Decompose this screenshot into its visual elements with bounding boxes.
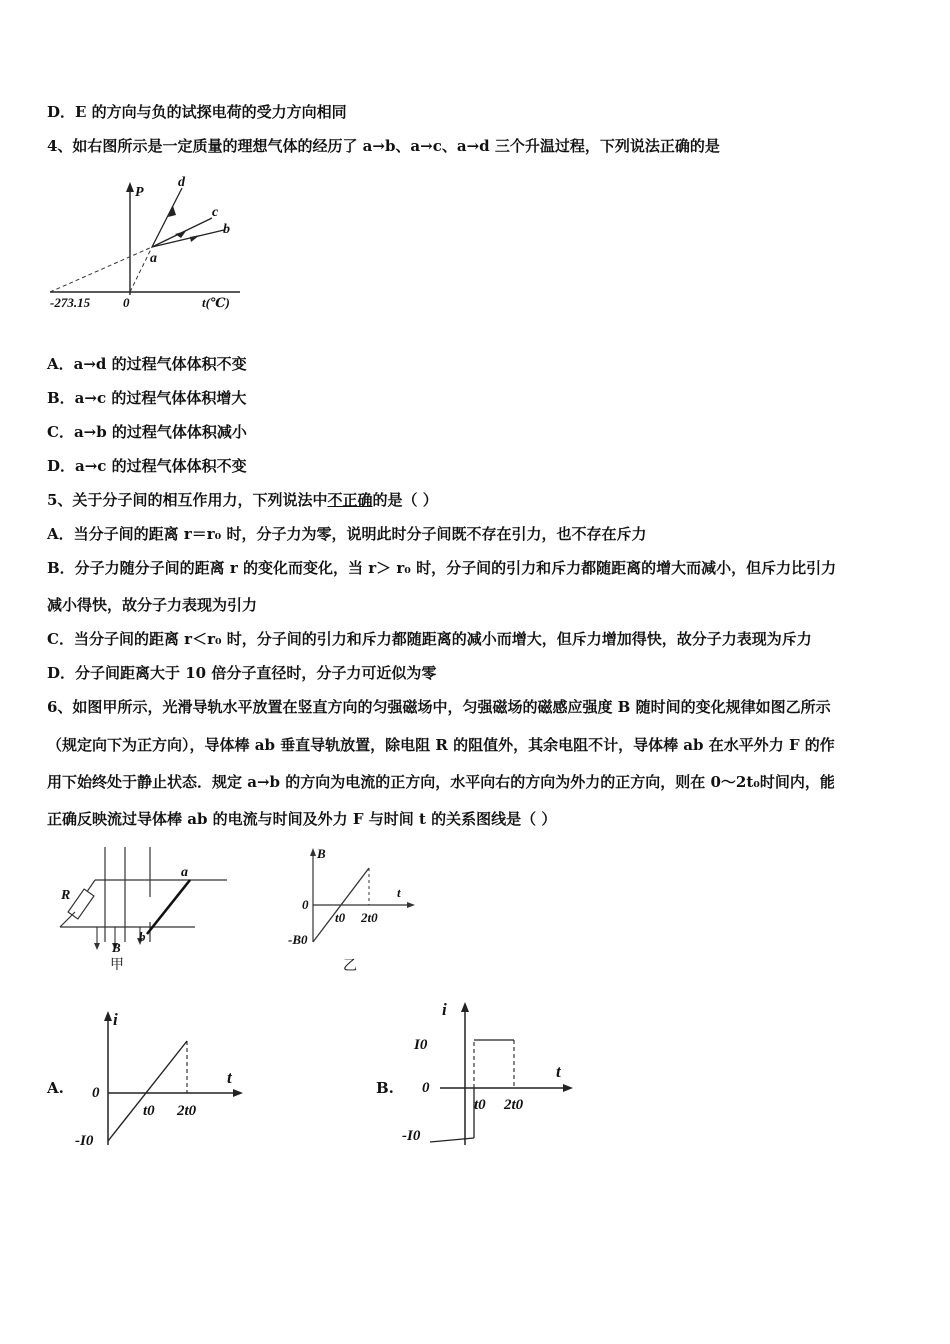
b-arrow-head: [94, 943, 100, 950]
q4-pt-diagram: [40, 170, 250, 320]
q4-option-d: D．a→c 的过程气体体积不变: [47, 457, 247, 475]
d-label: d: [178, 175, 185, 190]
q6-stem-line1: 6、如图甲所示，光滑导轨水平放置在竖直方向的匀强磁场中，匀强磁场的磁感应强度 B 随时间的变化规律如图乙所示: [47, 698, 831, 716]
q5-stem-pre: 5、关于分子间的相互作用力，下列说法中: [47, 491, 328, 509]
dashed-line-ad: [130, 247, 152, 292]
q6-stem-line4: 正确反映流过导体棒 ab 的电流与时间及外力 F 与时间 t 的关系图线是（ ）: [47, 810, 557, 828]
q6-stem-line2: （规定向下为正方向），导体棒 ab 垂直导轨放置，除电阻 R 的阻值外，其余电阻不计，导体棒 ab 在水平外力 F 的作: [47, 736, 835, 754]
neg-b0-label: -B0: [288, 932, 308, 947]
r-label: R: [61, 888, 71, 903]
c-label: c: [212, 205, 219, 220]
i-label: i: [442, 1000, 447, 1019]
fig-yi-caption: 乙: [343, 959, 357, 974]
t-label: t(℃): [202, 295, 230, 310]
i-label: i: [113, 1010, 118, 1029]
fig-yi-b-graph: [285, 842, 420, 977]
q5-option-c: C．当分子间的距离 r＜r₀ 时，分子间的引力和斥力都随距离的减小而增大，但斥力增加得快，故分子力表现为斥力: [47, 630, 812, 648]
q6-choice-b-letter: B.: [376, 1079, 394, 1097]
neg-i0-label: -I0: [75, 1133, 94, 1149]
p-axis-arrow: [126, 182, 134, 192]
line-ad: [152, 188, 182, 247]
t-axis-arrow: [407, 902, 415, 908]
t-axis-arrow: [563, 1084, 573, 1092]
prev-option-d: D．E 的方向与负的试探电荷的受力方向相同: [47, 103, 347, 121]
t-axis-arrow: [233, 1089, 243, 1097]
q4-stem: 4、如右图所示是一定质量的理想气体的经历了 a→b、a→c、a→d 三个升温过程，下列说法正确的是: [47, 137, 720, 155]
b-end-label: b: [139, 929, 146, 944]
line-ab: [152, 230, 224, 247]
q5-stem: [47, 490, 438, 510]
p-label: P: [135, 185, 144, 200]
q5-option-a: A．当分子间的距离 r＝r₀ 时，分子力为零，说明此时分子间既不存在引力，也不存在斥力: [47, 525, 647, 543]
conductor-ab: [147, 880, 190, 934]
q5-option-b-line2: 减小得快，故分子力表现为引力: [47, 596, 258, 614]
current-neg-segment: [430, 1138, 474, 1142]
q4-option-b: B．a→c 的过程气体体积增大: [47, 389, 247, 407]
2t0-label: 2t0: [504, 1097, 524, 1113]
2t0-label: 2t0: [361, 910, 378, 925]
origin-label: 0: [123, 295, 130, 310]
neg-temp-label: -273.15: [50, 295, 91, 310]
a-label: a: [181, 865, 188, 880]
q5-stem-underline: 不正确: [327, 491, 373, 509]
q5-option-d: D．分子间距离大于 10 倍分子直径时，分子力可近似为零: [47, 664, 437, 682]
q5-stem-post: 的是（ ）: [372, 491, 438, 509]
q6-choice-a-graph: [75, 1005, 260, 1160]
q5-option-b-line1: B．分子力随分子间的距离 r 的变化而变化，当 r＞ r₀ 时，分子间的引力和斥力都随距离的增大而减小，但斥力比引力: [47, 559, 837, 577]
origin-label: 0: [92, 1085, 100, 1101]
arrow-ab: [190, 235, 200, 242]
2t0-label: 2t0: [177, 1103, 197, 1119]
q6-stem-line3: 用下始终处于静止状态．规定 a→b 的方向为电流的正方向，水平向右的方向为外力的正方向，则在 0～2t₀时间内，能: [47, 773, 835, 791]
t0-label: t0: [143, 1103, 155, 1119]
fig-jia-caption: 甲: [110, 958, 124, 973]
q4-option-a: A．a→d 的过程气体体积不变: [47, 355, 247, 373]
t0-label: t0: [335, 910, 346, 925]
origin-label: 0: [302, 897, 309, 912]
current-line: [108, 1041, 187, 1141]
b-label: B: [317, 846, 326, 861]
t0-label: t0: [474, 1097, 486, 1113]
b-label: b: [223, 222, 230, 237]
b-axis-arrow: [310, 848, 316, 856]
resistor-wire: [60, 912, 75, 927]
arrow-ac: [175, 231, 186, 238]
dashed-line-ab: [50, 247, 152, 292]
t-label: t: [556, 1062, 561, 1081]
neg-i0-label: -I0: [402, 1128, 421, 1144]
t-label: t: [227, 1068, 232, 1087]
i-axis-arrow: [461, 1002, 469, 1012]
a-label: a: [150, 251, 157, 266]
q6-choice-a-letter: A.: [47, 1079, 64, 1097]
i-axis-arrow: [104, 1011, 112, 1021]
q4-option-c: C．a→b 的过程气体体积减小: [47, 423, 247, 441]
t-label: t: [397, 885, 401, 900]
b-field-label: B: [112, 940, 121, 955]
q6-choice-b-graph: [400, 995, 580, 1155]
origin-label: 0: [422, 1080, 430, 1096]
i0-label: I0: [414, 1037, 428, 1053]
fig-jia-circuit: [55, 842, 235, 977]
